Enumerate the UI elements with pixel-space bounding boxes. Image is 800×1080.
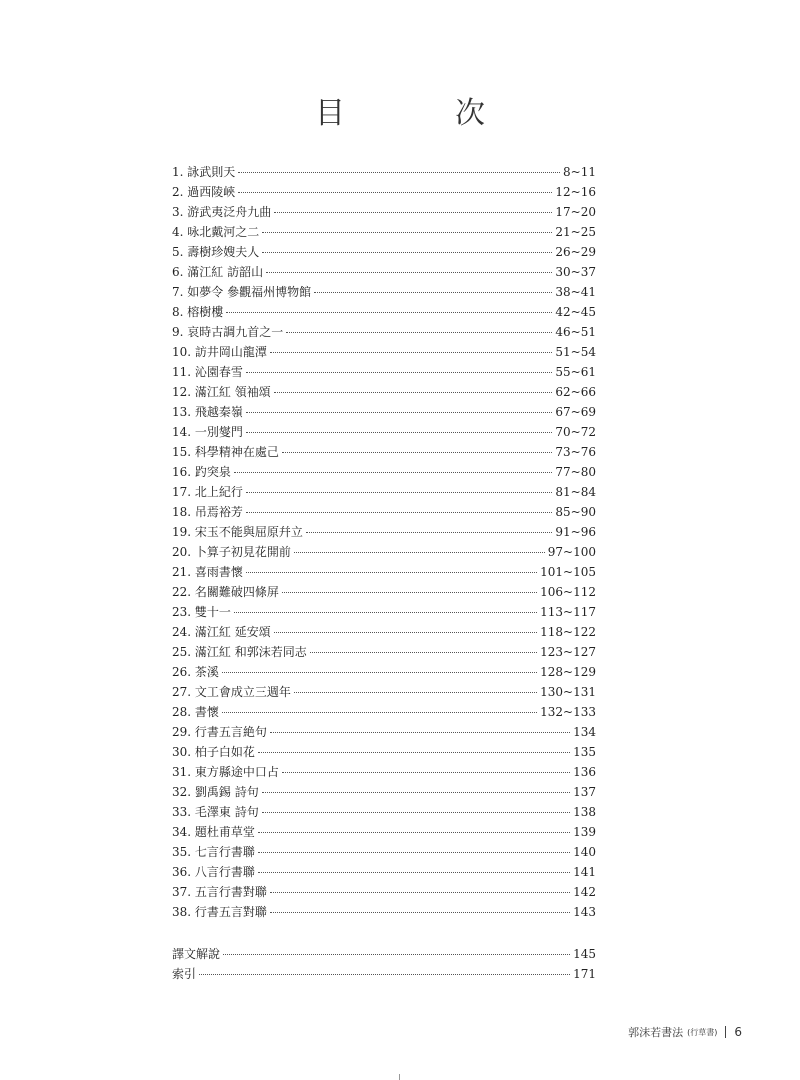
dot-leader	[270, 352, 553, 353]
toc-entry-pages: 118~122	[540, 625, 596, 639]
footer-divider	[725, 1026, 726, 1038]
dot-leader	[262, 792, 570, 793]
toc-entry-label: 索引	[172, 967, 197, 981]
toc-entry-label: 8. 榕樹樓	[172, 305, 224, 319]
toc-entry-label: 19. 宋玉不能與屈原幷立	[172, 525, 303, 539]
footer-page-number: 6	[734, 1025, 742, 1039]
toc-entry-label: 22. 名關難破四條屏	[172, 585, 279, 599]
toc-entry-label: 5. 壽樹珍嫂夫人	[172, 245, 260, 259]
toc-entry-pages: 30~37	[555, 265, 596, 279]
toc-main-list	[172, 162, 596, 922]
toc-entry-label: 33. 毛澤東 詩句	[172, 805, 259, 819]
toc-entry[interactable]	[172, 502, 596, 522]
dot-leader	[270, 912, 570, 913]
toc-entry-pages: 62~66	[555, 385, 596, 399]
toc-entry-pages: 145	[573, 947, 596, 961]
page-title: 目 次	[315, 96, 525, 131]
toc-entry-label: 37. 五言行書對聯	[172, 885, 267, 899]
crop-mark	[399, 1074, 400, 1080]
dot-leader	[306, 532, 553, 533]
table-of-contents	[172, 162, 596, 984]
dot-leader	[246, 512, 553, 513]
dot-leader	[246, 432, 553, 433]
toc-entry-label: 1. 詠武則天	[172, 165, 236, 179]
dot-leader	[199, 974, 570, 975]
dot-leader	[262, 252, 552, 253]
toc-entry-pages: 67~69	[555, 405, 596, 419]
toc-entry[interactable]	[172, 762, 596, 782]
toc-entry[interactable]	[172, 182, 596, 202]
toc-entry-label: 20. 卜算子初見花開前	[172, 545, 291, 559]
toc-entry-pages: 138	[573, 805, 596, 819]
toc-entry-label: 12. 滿江紅 領袖頌	[172, 385, 271, 399]
footer-book-title: 郭沫若書法	[628, 1026, 684, 1039]
toc-entry[interactable]	[172, 242, 596, 262]
toc-entry[interactable]	[172, 642, 596, 662]
toc-entry-pages: 139	[573, 825, 596, 839]
toc-entry[interactable]	[172, 382, 596, 402]
toc-entry-pages: 38~41	[555, 285, 596, 299]
toc-entry-pages: 132~133	[540, 705, 596, 719]
toc-entry-label: 15. 科學精神在處己	[172, 445, 279, 459]
toc-entry-pages: 21~25	[555, 225, 596, 239]
toc-entry-label: 24. 滿江紅 延安頌	[172, 625, 271, 639]
toc-entry-pages: 134	[573, 725, 596, 739]
dot-leader	[262, 812, 570, 813]
dot-leader	[258, 872, 570, 873]
toc-entry[interactable]	[172, 162, 596, 182]
toc-entry-pages: 128~129	[540, 665, 596, 679]
toc-entry[interactable]	[172, 562, 596, 582]
toc-entry-label: 4. 咏北戴河之二	[172, 225, 260, 239]
toc-entry-label: 35. 七言行書聯	[172, 845, 255, 859]
dot-leader	[238, 192, 552, 193]
toc-appendix-entry[interactable]	[172, 944, 596, 964]
toc-entry-label: 18. 吊焉裕芳	[172, 505, 243, 519]
toc-entry[interactable]	[172, 902, 596, 922]
toc-entry-label: 26. 茶溪	[172, 665, 219, 679]
toc-entry[interactable]	[172, 582, 596, 602]
toc-entry-pages: 51~54	[555, 345, 596, 359]
toc-entry[interactable]	[172, 882, 596, 902]
dot-leader	[238, 172, 560, 173]
toc-entry[interactable]	[172, 682, 596, 702]
toc-entry[interactable]	[172, 482, 596, 502]
dot-leader	[294, 692, 537, 693]
toc-entry-label: 11. 沁園春雪	[172, 365, 243, 379]
toc-appendix-list	[172, 944, 596, 984]
toc-entry-pages: 81~84	[555, 485, 596, 499]
toc-entry-label: 3. 游武夷泛舟九曲	[172, 205, 272, 219]
dot-leader	[314, 292, 552, 293]
toc-entry-label: 25. 滿江紅 和郭沫若同志	[172, 645, 307, 659]
dot-leader	[234, 472, 553, 473]
toc-entry-label: 32. 劉禹錫 詩句	[172, 785, 259, 799]
toc-entry-pages: 171	[573, 967, 596, 981]
toc-entry[interactable]	[172, 442, 596, 462]
dot-leader	[274, 392, 553, 393]
dot-leader	[246, 572, 537, 573]
toc-entry-pages: 85~90	[555, 505, 596, 519]
toc-entry[interactable]	[172, 262, 596, 282]
toc-entry-pages: 135	[573, 745, 596, 759]
toc-entry-pages: 136	[573, 765, 596, 779]
toc-entry-label: 10. 訪井岡山龍潭	[172, 345, 267, 359]
toc-entry-label: 16. 趵突泉	[172, 465, 231, 479]
toc-entry[interactable]	[172, 462, 596, 482]
toc-entry[interactable]	[172, 742, 596, 762]
toc-entry-label: 36. 八言行書聯	[172, 865, 255, 879]
toc-entry-pages: 77~80	[555, 465, 596, 479]
toc-entry-label: 2. 過西陵峽	[172, 185, 236, 199]
toc-entry-pages: 97~100	[547, 545, 596, 559]
toc-entry-pages: 26~29	[555, 245, 596, 259]
toc-entry-pages: 46~51	[555, 325, 596, 339]
toc-entry[interactable]	[172, 702, 596, 722]
toc-entry-pages: 113~117	[540, 605, 596, 619]
toc-entry-pages: 42~45	[555, 305, 596, 319]
dot-leader	[282, 592, 537, 593]
dot-leader	[222, 712, 537, 713]
toc-entry[interactable]	[172, 862, 596, 882]
toc-gap	[172, 922, 596, 944]
toc-entry[interactable]	[172, 802, 596, 822]
toc-entry-pages: 142	[573, 885, 596, 899]
toc-entry-pages: 73~76	[555, 445, 596, 459]
dot-leader	[246, 412, 553, 413]
toc-entry-label: 6. 滿江紅 訪韶山	[172, 265, 264, 279]
dot-leader	[274, 632, 537, 633]
toc-entry[interactable]	[172, 842, 596, 862]
toc-entry-pages: 101~105	[540, 565, 596, 579]
dot-leader	[270, 892, 570, 893]
dot-leader	[226, 312, 552, 313]
toc-entry-label: 13. 飛越秦嶺	[172, 405, 243, 419]
toc-entry[interactable]	[172, 662, 596, 682]
toc-entry[interactable]	[172, 402, 596, 422]
toc-entry-pages: 91~96	[555, 525, 596, 539]
toc-entry-pages: 70~72	[555, 425, 596, 439]
toc-entry-label: 34. 題杜甫草堂	[172, 825, 255, 839]
toc-entry-label: 27. 文工會成立三週年	[172, 685, 291, 699]
toc-entry[interactable]	[172, 302, 596, 322]
toc-entry-label: 29. 行書五言絶句	[172, 725, 267, 739]
footer-subtitle: (行草書)	[687, 1027, 718, 1037]
toc-entry[interactable]	[172, 342, 596, 362]
dot-leader	[223, 954, 570, 955]
toc-entry-pages: 143	[573, 905, 596, 919]
dot-leader	[246, 372, 553, 373]
dot-leader	[258, 752, 570, 753]
toc-entry-label: 31. 東方縣途中口占	[172, 765, 279, 779]
dot-leader	[246, 492, 553, 493]
toc-entry-pages: 106~112	[540, 585, 596, 599]
toc-entry-pages: 141	[573, 865, 596, 879]
dot-leader	[258, 852, 570, 853]
toc-entry[interactable]	[172, 622, 596, 642]
dot-leader	[258, 832, 570, 833]
toc-entry-pages: 55~61	[555, 365, 596, 379]
toc-entry[interactable]	[172, 322, 596, 342]
toc-entry-label: 17. 北上紀行	[172, 485, 243, 499]
toc-entry-label: 21. 喜雨書懷	[172, 565, 243, 579]
dot-leader	[270, 732, 570, 733]
toc-entry[interactable]	[172, 282, 596, 302]
page-footer	[628, 1024, 742, 1040]
toc-entry[interactable]	[172, 822, 596, 842]
toc-entry-pages: 140	[573, 845, 596, 859]
toc-entry-pages: 123~127	[540, 645, 596, 659]
toc-entry-label: 30. 柏子白如花	[172, 745, 255, 759]
toc-entry[interactable]	[172, 542, 596, 562]
toc-entry[interactable]	[172, 782, 596, 802]
toc-entry-pages: 8~11	[563, 165, 596, 179]
dot-leader	[282, 772, 570, 773]
toc-entry-label: 9. 哀時古調九首之一	[172, 325, 284, 339]
toc-entry-pages: 12~16	[555, 185, 596, 199]
toc-appendix-entry[interactable]	[172, 964, 596, 984]
toc-entry[interactable]	[172, 202, 596, 222]
toc-entry[interactable]	[172, 362, 596, 382]
toc-entry[interactable]	[172, 722, 596, 742]
toc-entry[interactable]	[172, 522, 596, 542]
toc-entry[interactable]	[172, 422, 596, 442]
dot-leader	[310, 652, 537, 653]
dot-leader	[262, 232, 552, 233]
dot-leader	[286, 332, 552, 333]
dot-leader	[274, 212, 552, 213]
toc-entry-pages: 137	[573, 785, 596, 799]
toc-entry-label: 14. 一別燮門	[172, 425, 243, 439]
dot-leader	[294, 552, 545, 553]
toc-entry-pages: 17~20	[555, 205, 596, 219]
toc-entry-label: 譯文解說	[172, 947, 221, 961]
dot-leader	[266, 272, 552, 273]
toc-entry-label: 28. 書懷	[172, 705, 219, 719]
toc-entry-label: 38. 行書五言對聯	[172, 905, 267, 919]
toc-entry-label: 7. 如夢令 參觀福州博物館	[172, 285, 312, 299]
dot-leader	[282, 452, 553, 453]
toc-entry[interactable]	[172, 222, 596, 242]
toc-entry-label: 23. 雙十一	[172, 605, 231, 619]
toc-entry-pages: 130~131	[540, 685, 596, 699]
dot-leader	[222, 672, 537, 673]
toc-entry[interactable]	[172, 602, 596, 622]
dot-leader	[234, 612, 537, 613]
